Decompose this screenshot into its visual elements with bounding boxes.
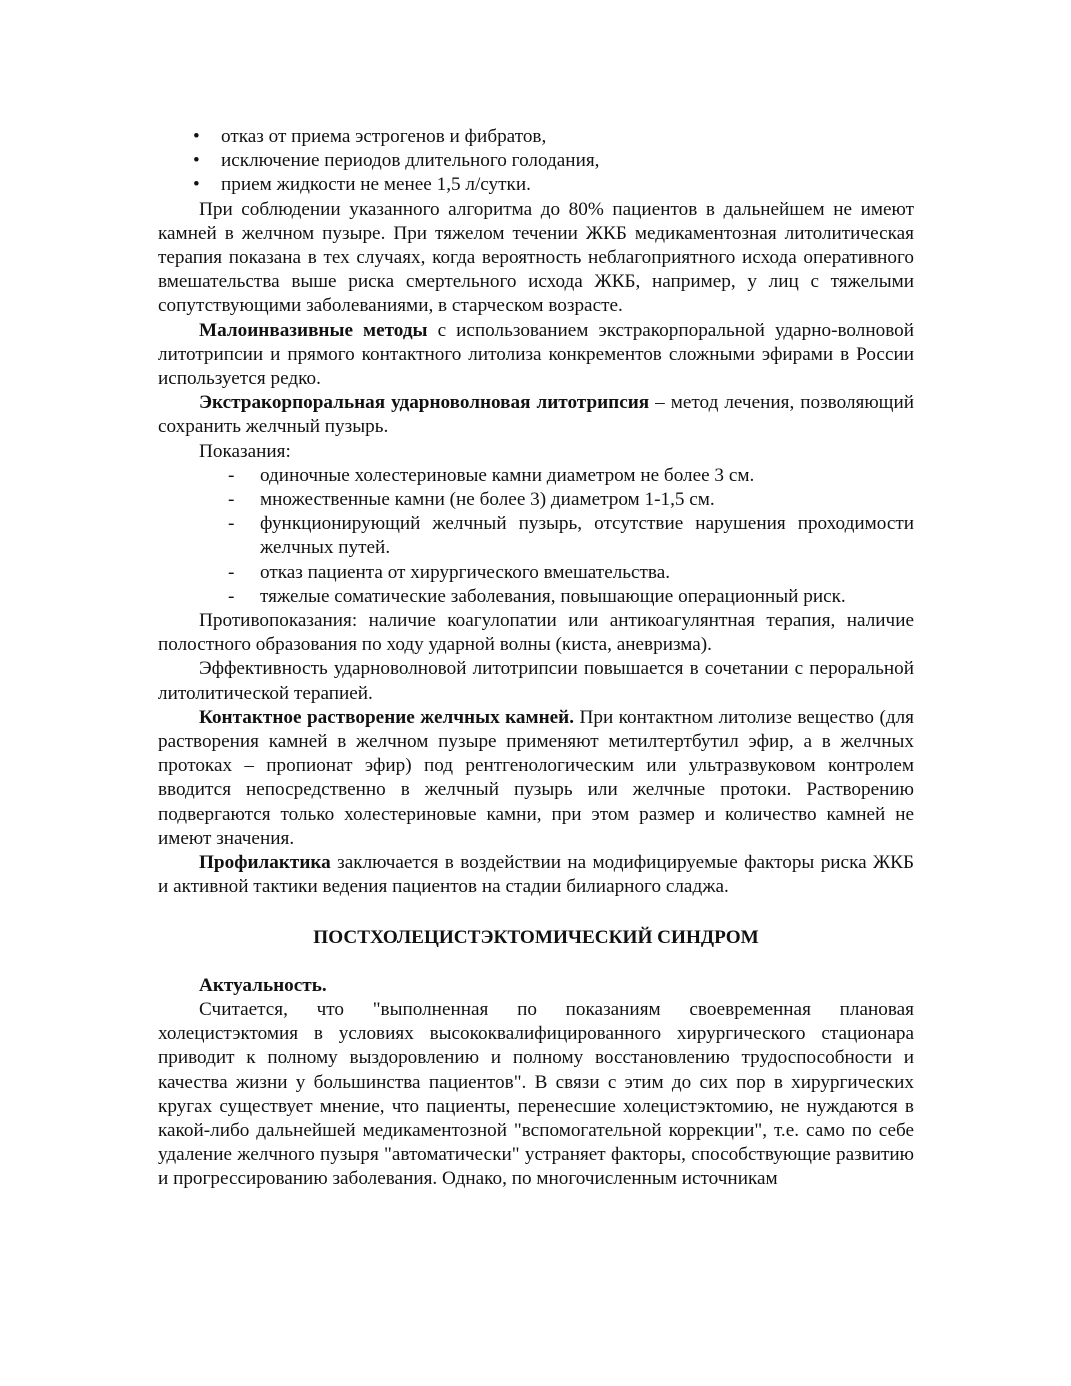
term-bold: Профилактика — [199, 852, 331, 874]
dash-icon: - — [228, 464, 235, 486]
paragraph-prevention: Профилактика заключается в воздействии на модифицируемые факторы риска ЖКБ и активной тактики ведения пациентов на стадии билиарного сладжа. — [158, 852, 914, 898]
list-item: • прием жидкости не менее 1,5 л/сутки. — [158, 173, 914, 197]
bullet-icon: • — [193, 174, 200, 196]
paragraph-relevance: Считается, что "выполненная по показаниям своевременная плановая холецистэктомия в условиях высококвалифицированного хирургического стационара приводит к полному выздоровлению и полному восстановлению трудоспособности и качества жизни у большинства пациентов". В связи с этим до сих пор в хирургических кругах существует мнение, что пациенты, перенесшие холецистэктомию, не нуждаются в какой-либо дальнейшей медикаментозной "вспомогательной коррекции", т.е. само по себе удаление желчного пузыря "автоматически" устраняет факторы, способствующие развитию и прогрессированию заболевания. Однако, по многочисленным источникам — [158, 998, 914, 1190]
indications-list — [158, 464, 914, 609]
document-body — [158, 125, 914, 1192]
list-item: - функционирующий желчный пузырь, отсутствие нарушения проходимости желчных путей. — [228, 513, 914, 559]
recommendations-list — [158, 125, 914, 198]
list-item: - одиночные холестериновые камни диаметром не более 3 см. — [158, 464, 914, 488]
paragraph-contraindications: Противопоказания: наличие коагулопатии или антикоагулянтная терапия, наличие полостного образования по ходу ударной волны (киста, аневризма). — [158, 610, 914, 656]
list-item: • исключение периодов длительного голодания, — [158, 149, 914, 173]
paragraph-efficiency: Эффективность ударноволновой литотрипсии повышается в сочетании с пероральной литолитической терапией. — [158, 658, 914, 704]
paragraph-contact-dissolution: Контактное растворение желчных камней. При контактном литолизе вещество (для растворения камней в желчном пузыре применяют метилтертбутил эфир, а в желчных протоках – пропионат эфир) под рентгенологическим или ультразвуковом контролем вводится непосредственно в желчный пузырь или желчные протоки. Растворению подвергаются только холестериновые камни, при этом размер и количество камней не имеют значения. — [158, 706, 914, 849]
term-bold: Экстракорпоральная ударноволновая литотрипсия — [199, 392, 650, 414]
indications-label: Показания: — [199, 440, 291, 462]
bullet-icon: • — [193, 150, 200, 172]
list-item: - множественные камни (не более 3) диаметром 1-1,5 см. — [158, 488, 914, 512]
subheading-relevance: Актуальность. — [199, 974, 327, 996]
paragraph-minimally-invasive: Малоинвазивные методы с использованием экстракорпоральной ударно-волновой литотрипсии и прямого контактного литолиза конкрементов сложными эфирами в России используется редко. — [158, 319, 914, 390]
section-heading: ПОСТХОЛЕЦИСТЭКТОМИЧЕСКИЙ СИНДРОМ — [313, 926, 759, 948]
dash-icon: - — [228, 585, 235, 607]
bullet-icon: • — [193, 126, 200, 147]
paragraph-algorithm: При соблюдении указанного алгоритма до 80% пациентов в дальнейшем не имеют камней в желчном пузыре. При тяжелом течении ЖКБ медикаментозная литолитическая терапия показана в тех случаях, когда вероятность неблагоприятного исхода оперативного вмешательства выше риска смертельного исхода ЖКБ, например, у лиц с тяжелыми сопутствующими заболеваниями, в старческом возрасте. — [158, 198, 914, 317]
list-item: - тяжелые соматические заболевания, повышающие операционный риск. — [158, 585, 914, 609]
list-item: • отказ от приема эстрогенов и фибратов, — [158, 125, 914, 149]
list-item: - отказ пациента от хирургического вмешательства. — [158, 561, 914, 585]
paragraph-lithotripsy: Экстракорпоральная ударноволновая литотрипсия – метод лечения, позволяющий сохранить желчный пузырь. — [158, 392, 914, 438]
dash-icon: - — [228, 561, 235, 583]
term-bold: Контактное растворение желчных камней. — [199, 706, 575, 728]
dash-icon: - — [228, 489, 235, 511]
term-bold: Малоинвазивные методы — [199, 319, 428, 341]
dash-icon: - — [228, 513, 235, 535]
